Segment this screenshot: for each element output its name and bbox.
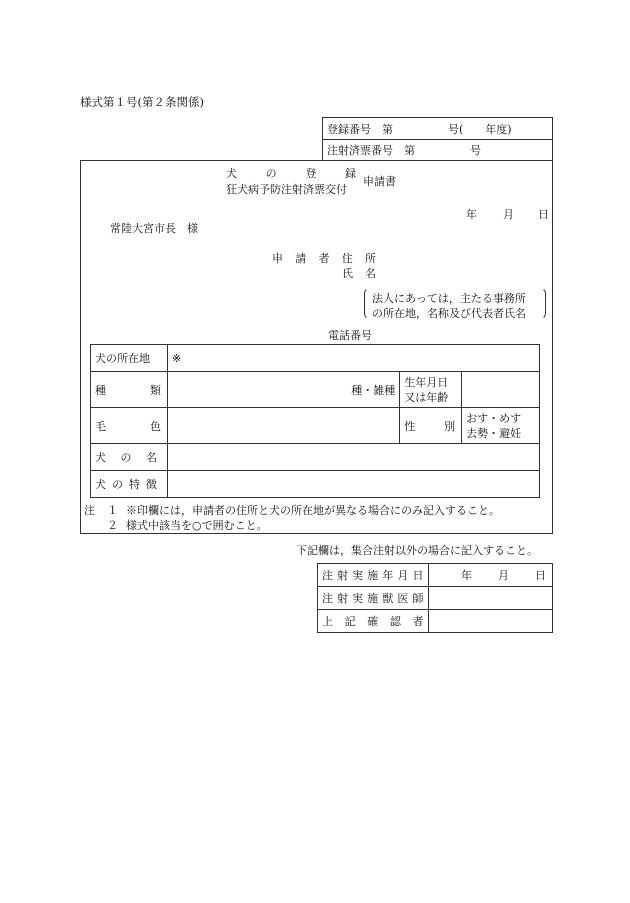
breed-label: 種 類 [91, 372, 168, 408]
vaccinating-vet-row [318, 587, 553, 610]
registration-number-field[interactable]: 登録番号 第 号( 年度) [323, 118, 553, 140]
breed-field[interactable] [167, 372, 399, 408]
sex-options-line-2: 去勢・避妊 [466, 426, 522, 440]
corporate-note-line-1: 法人にあっては，主たる事務所 [372, 292, 526, 305]
applicant-name-label: 氏 名 [342, 267, 376, 280]
vaccinating-vet-label: 注 射 実 施 獣 医 師 [318, 587, 429, 610]
coat-sex-row [91, 408, 540, 444]
breed-row [91, 372, 540, 408]
sex-options-field[interactable] [462, 408, 540, 444]
note-2-number: ２ [107, 519, 118, 532]
confirmer-label: 上 記 確 認 者 [318, 610, 429, 633]
vaccination-date-label: 注 射 実 施 年 月 日 [318, 564, 429, 587]
vaccinating-vet-field[interactable] [428, 587, 552, 610]
registration-number-box [322, 117, 553, 161]
note-1-number: １ [107, 504, 118, 517]
date-month-label: 月 [503, 208, 514, 221]
vaccination-table [317, 563, 553, 633]
dog-location-label: 犬の所在地 [91, 345, 168, 372]
title-line-2: 狂犬病予防注射済票交付 [226, 183, 347, 196]
dog-name-field[interactable] [167, 444, 539, 471]
applicant-address-label: 申 請 者 住 所 [272, 252, 376, 265]
note-1-text: ※印欄には，申請者の住所と犬の所在地が異なる場合にのみ記入すること。 [126, 504, 500, 517]
date-year-label: 年 [466, 208, 477, 221]
breed-suffix: 種・雑種 [351, 383, 396, 397]
tag-number-field[interactable]: 注射済票番号 第 号 [323, 140, 553, 161]
confirmer-row [318, 610, 553, 633]
lower-section-note: 下記欄は，集合注射以外の場合に記入すること。 [296, 544, 538, 557]
dog-name-row [91, 444, 540, 471]
dog-name-label: 犬 の 名 [91, 444, 168, 471]
sex-label: 性 別 [400, 408, 462, 444]
note-2-text: 様式中該当を○で囲むこと。 [126, 519, 268, 532]
dog-features-row [91, 471, 540, 498]
vaccination-date-row [318, 564, 553, 587]
phone-label: 電話番号 [328, 329, 372, 342]
addressee: 常陸大宮市長 様 [110, 222, 198, 235]
notes-label: 注 [84, 504, 95, 517]
title-suffix: 申請書 [363, 175, 396, 188]
date-day-label: 日 [538, 208, 549, 221]
birth-age-label: 生年月日 又は年齢 [400, 372, 462, 408]
dog-features-field[interactable] [167, 471, 539, 498]
coat-color-field[interactable] [167, 408, 399, 444]
coat-color-label: 毛 色 [91, 408, 168, 444]
dog-features-label: 犬 の 特 徴 [91, 471, 168, 498]
form-number: 様式第１号(第２条関係) [80, 95, 204, 109]
dog-location-field[interactable] [167, 345, 539, 372]
vaccination-date-field[interactable]: 年 月 日 [428, 564, 552, 587]
dog-info-table [90, 344, 540, 498]
corporate-note-line-2: の所在地，名称及び代表者氏名 [372, 307, 526, 320]
birth-age-field[interactable] [462, 372, 540, 408]
location-asterisk-mark: ※ [171, 351, 182, 365]
confirmer-field[interactable] [428, 610, 552, 633]
sex-options-line-1: おす・めす [466, 411, 522, 425]
dog-location-row [91, 345, 540, 372]
title-line-1: 犬 の 登 録 [226, 167, 356, 180]
